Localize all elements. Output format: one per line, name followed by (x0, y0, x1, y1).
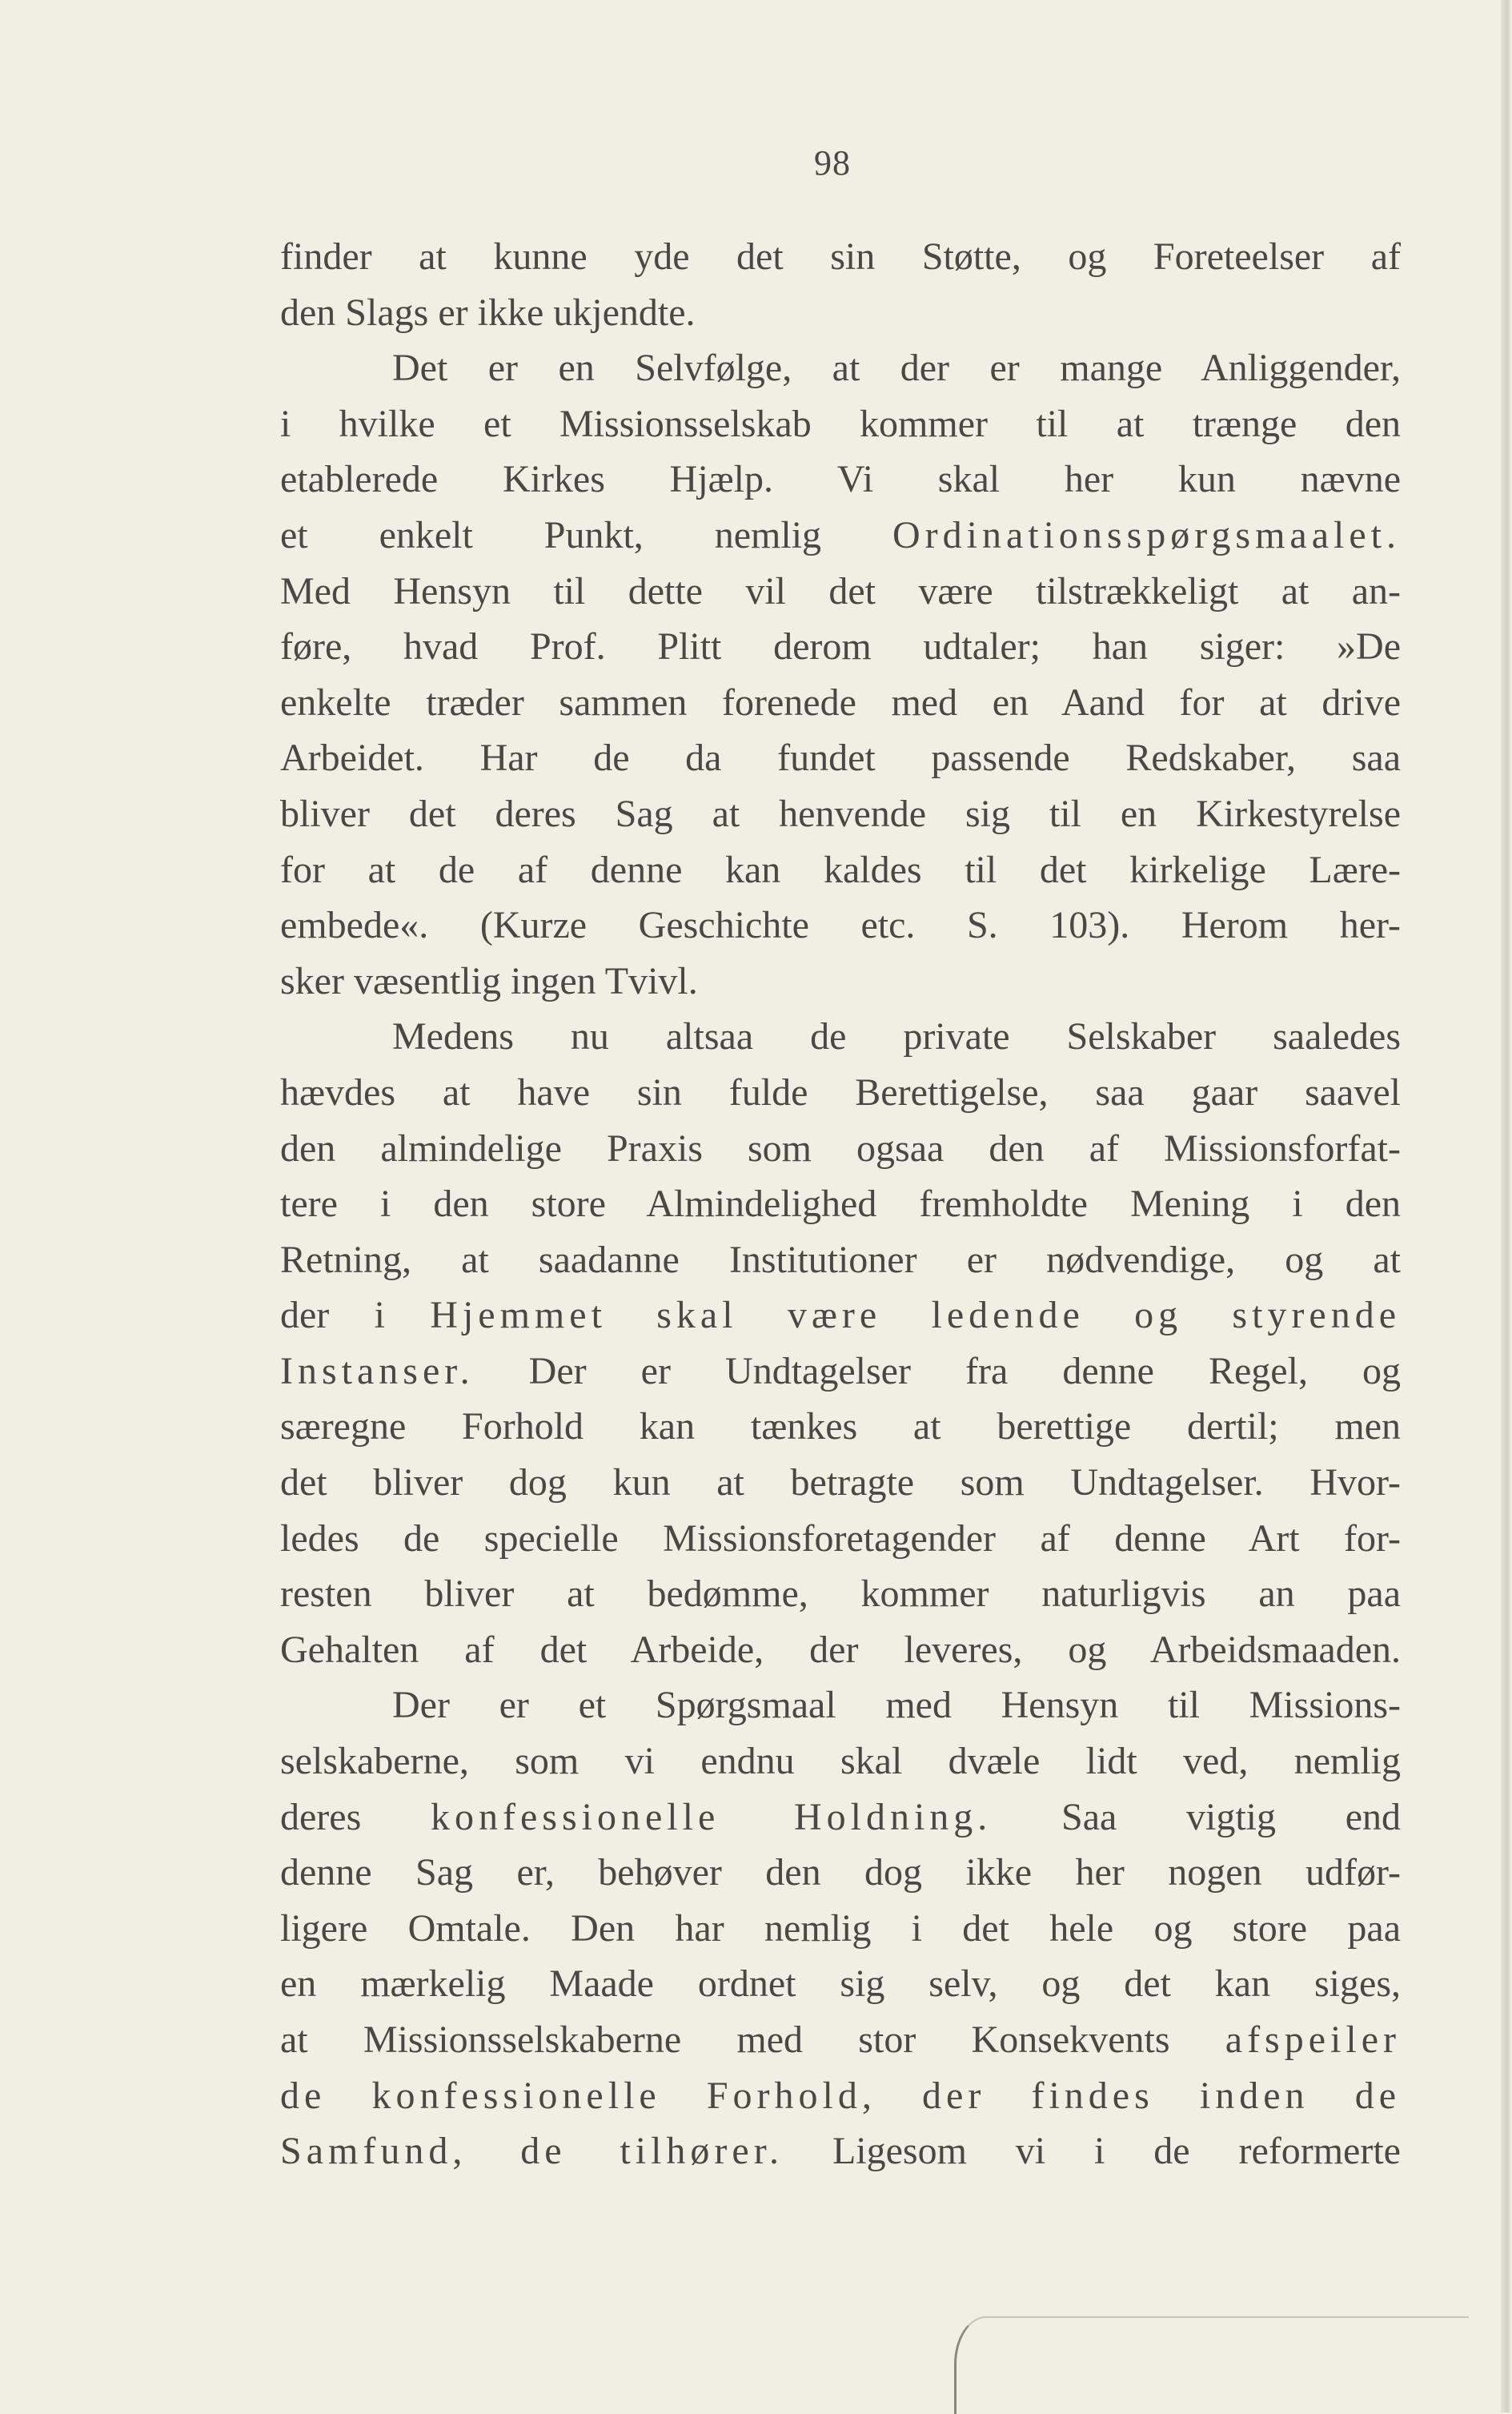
text-line (280, 1677, 1401, 1733)
text-line (280, 730, 1401, 786)
text-line (280, 396, 1401, 452)
text-line (280, 229, 1401, 285)
emphasized-spaced-text: Instanser. (280, 1349, 475, 1392)
text-line-content: Det er en Selvfølge, at der er mange Anliggender, (392, 347, 1401, 390)
text-line (280, 1065, 1401, 1121)
text-line (280, 340, 1401, 396)
text-line-content: hævdes at have sin fulde Berettigelse, saa gaar saavel (280, 1070, 1401, 1114)
text-line (280, 2068, 1401, 2124)
text-line (280, 2012, 1401, 2068)
text-line-content: Retning, at saadanne Institutioner er nødvendige, og at (280, 1238, 1401, 1281)
text-line (280, 1733, 1401, 1789)
text-line (280, 1845, 1401, 1901)
emphasized-spaced-text: konfessionelle Holdning. (430, 1795, 993, 1838)
text-line (280, 1344, 1401, 1400)
text-line-content: Der er et Spørgsmaal med Hensyn til Missions- (392, 1684, 1401, 1727)
text-line (280, 1399, 1401, 1455)
text-line-content: ledes de specielle Missionsforetagender af denne Art for- (280, 1516, 1401, 1560)
text-line (280, 954, 1401, 1010)
text-line-content: i hvilke et Missionsselskab kommer til at trænge den (280, 402, 1401, 445)
page-corner-mark (954, 2316, 1469, 2414)
text-line-content: for at de af denne kan kaldes til det kirkelige Lære- (280, 848, 1401, 891)
text-line (280, 1232, 1401, 1288)
text-line-continuation: Der er Undtagelser fra denne Regel, og (474, 1349, 1401, 1392)
text-line-content: Medens nu altsaa de private Selskaber saaledes (392, 1015, 1401, 1058)
text-line-content: Med Hensyn til dette vil det være tilstrækkeligt at an- (280, 569, 1401, 613)
text-line (280, 786, 1401, 842)
text-line-continuation: Ligesom vi i de reformerte (784, 2130, 1401, 2173)
text-line-content: en mærkelig Maade ordnet sig selv, og det kan siges, (280, 1962, 1401, 2006)
text-line (280, 1566, 1401, 1622)
text-line (280, 1511, 1401, 1567)
text-line (280, 842, 1401, 898)
emphasized-spaced-text: Ordinationsspørgsmaalet. (892, 513, 1401, 556)
text-line-content: finder at kunne yde det sin Støtte, og Foreteelser af (280, 235, 1401, 278)
emphasized-spaced-text: Samfund, de tilhører. (280, 2130, 784, 2173)
text-line (280, 2123, 1401, 2179)
text-line (280, 508, 1401, 564)
text-line-content: der i (280, 1294, 431, 1337)
emphasized-spaced-text: de konfessionelle Forhold, der findes inden de (280, 2074, 1401, 2117)
text-line-content: bliver det deres Sag at henvende sig til en Kirkestyrelse (280, 792, 1401, 835)
text-line (280, 452, 1401, 508)
text-line (280, 1121, 1401, 1177)
text-line-content: deres (280, 1795, 431, 1838)
text-line-content: tere i den store Almindelighed fremholdte Mening i den (280, 1183, 1401, 1226)
text-line-content: særegne Forhold kan tænkes at berettige dertil; men (280, 1405, 1401, 1448)
text-line-content: ligere Omtale. Den har nemlig i det hele og store paa (280, 1906, 1401, 1950)
text-line (280, 285, 1401, 341)
emphasized-spaced-text: Hjemmet skal være ledende og styrende (430, 1294, 1402, 1337)
text-line (280, 1622, 1401, 1678)
text-line (280, 675, 1401, 731)
text-line-content: etablerede Kirkes Hjælp. Vi skal her kun nævne (280, 458, 1401, 501)
text-line (280, 1287, 1401, 1344)
text-line (280, 619, 1401, 675)
text-line (280, 564, 1401, 620)
text-line-content: Arbeidet. Har de da fundet passende Redskaber, saa (280, 737, 1401, 780)
text-line-content: denne Sag er, behøver den dog ikke her nogen udfør- (280, 1851, 1401, 1894)
text-line-content: enkelte træder sammen forenede med en Aand for at drive (280, 681, 1401, 724)
text-line (280, 1901, 1401, 1957)
text-line (280, 898, 1401, 954)
text-line-content: selskaberne, som vi endnu skal dvæle lidt ved, nemlig (280, 1740, 1401, 1783)
text-line (280, 1176, 1401, 1232)
text-line-content: den Slags er ikke ukjendte. (280, 291, 696, 334)
text-line-content: resten bliver at bedømme, kommer naturligvis an paa (280, 1573, 1401, 1616)
text-line-content: embede«. (Kurze Geschichte etc. S. 103). Herom her- (280, 904, 1401, 947)
text-line-content: at Missionsselskaberne med stor Konsekvents (280, 2018, 1225, 2061)
page-edge (1501, 0, 1512, 2412)
text-line (280, 1789, 1401, 1846)
text-line-content: sker væsentlig ingen Tvivl. (280, 959, 698, 1002)
text-line-content: et enkelt Punkt, nemlig (280, 513, 892, 556)
text-line (280, 1455, 1401, 1511)
emphasized-spaced-text: afspeiler (1225, 2018, 1401, 2061)
text-line-content: Gehalten af det Arbeide, der leveres, og Arbeidsmaaden. (280, 1628, 1401, 1671)
text-line-continuation: Saa vigtig end (992, 1795, 1402, 1838)
text-line (280, 1009, 1401, 1065)
text-line-content: det bliver dog kun at betragte som Undtagelser. Hvor- (280, 1461, 1401, 1504)
text-line (280, 1956, 1401, 2012)
page-number: 98 (814, 143, 851, 183)
text-line-content: den almindelige Praxis som ogsaa den af Missionsforfat- (280, 1127, 1401, 1170)
body-text (280, 229, 1401, 2179)
text-line-content: føre, hvad Prof. Plitt derom udtaler; han siger: »De (280, 625, 1401, 669)
